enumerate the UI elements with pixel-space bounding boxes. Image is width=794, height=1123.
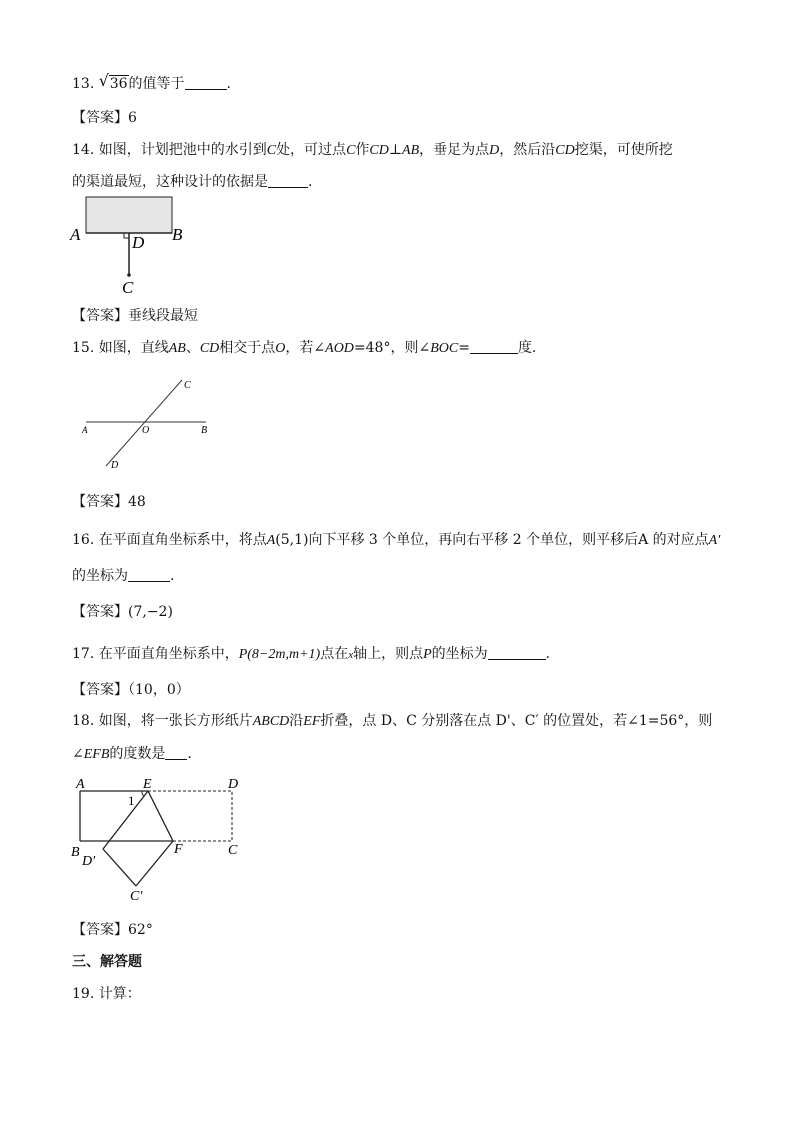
question-number: 19.	[72, 986, 95, 1002]
figure-14	[68, 192, 198, 302]
question-text: 处，可过点	[276, 142, 347, 158]
math-var: A′	[708, 533, 721, 548]
label-e: E	[143, 777, 152, 792]
question-number: 13.	[72, 76, 95, 92]
question-text: 计算：	[98, 986, 141, 1002]
answer-value: 48	[128, 494, 146, 510]
question-text: ，垂足为点	[419, 142, 490, 158]
answer-14	[72, 306, 198, 326]
answer-tag: 【答案】	[72, 682, 128, 698]
math-var: BOC	[430, 341, 459, 356]
answer-blank	[268, 173, 308, 188]
answer-value: （10，0）	[128, 682, 190, 698]
question-text: ∠	[72, 746, 84, 762]
question-number: 15.	[72, 340, 95, 356]
math-var: AB	[168, 341, 186, 356]
math-var: EFB	[83, 747, 110, 762]
question-text: 折叠，点 D、C 分别落在点 D'、C′ 的位置处，若∠1=56°，则	[320, 713, 713, 729]
question-number: 16.	[72, 532, 95, 548]
math-var: CD	[555, 143, 575, 158]
math-var: ABCD	[252, 714, 290, 729]
question-text: 如图，直线	[98, 340, 169, 356]
math-var: x	[348, 649, 354, 661]
math-var: C	[346, 143, 356, 158]
question-text: 、	[185, 340, 200, 356]
fold-line-ef	[148, 791, 173, 841]
question-text: ，然后沿	[499, 142, 556, 158]
answer-tag: 【答案】	[72, 922, 128, 938]
question-text: 在平面直角坐标系中，将点	[98, 532, 267, 548]
label-o: O	[142, 425, 150, 436]
math-var: CD	[199, 341, 220, 356]
math-expression: P(8−2m,m+1)	[238, 647, 321, 662]
label-b: B	[71, 845, 80, 860]
label-a: A	[82, 425, 88, 435]
question-19	[72, 984, 141, 1004]
answer-17	[72, 680, 190, 700]
question-number: 14.	[72, 142, 95, 158]
question-text: 的值等于	[128, 76, 185, 92]
math-var: C	[266, 143, 277, 158]
question-text: 轴上，则点	[353, 646, 424, 662]
question-end: .	[308, 174, 313, 190]
math-symbol: ⊥	[388, 142, 403, 158]
answer-15	[72, 492, 146, 512]
answer-value: 垂线段最短	[128, 308, 198, 324]
figure-15	[78, 376, 213, 472]
section-title: 三、解答题	[72, 954, 142, 970]
math-var: D	[489, 143, 500, 158]
question-14-line-2	[72, 172, 312, 192]
label-d: D	[132, 233, 145, 252]
question-16-line-1	[72, 530, 720, 551]
question-text: =48°，则∠	[353, 340, 431, 356]
math-var: CD	[369, 143, 389, 158]
answer-13	[72, 108, 137, 128]
question-text: ，若∠	[285, 340, 326, 356]
answer-tag: 【答案】	[72, 110, 128, 126]
question-end: .	[545, 646, 551, 662]
question-15	[72, 338, 536, 359]
answer-value: 6	[128, 110, 137, 126]
label-c-prime: C′	[130, 889, 143, 904]
label-d: D	[111, 460, 119, 471]
point-c-dot	[127, 273, 131, 277]
question-text: 沿	[289, 713, 304, 729]
question-18-line-1	[72, 711, 712, 732]
label-a: A	[70, 225, 81, 244]
radicand: 36	[109, 76, 128, 92]
question-18-line-2	[72, 744, 192, 765]
answer-tag: 【答案】	[72, 494, 128, 510]
question-end: .	[226, 76, 231, 92]
question-14-line-1	[72, 140, 673, 161]
sqrt-expression: √ 36	[98, 71, 128, 92]
answer-value: (7,−2)	[128, 604, 173, 620]
question-text: 向下平移 3 个单位，再向右平移 2 个单位，则平移后A 的对应点	[308, 532, 709, 548]
answer-blank	[185, 75, 227, 90]
question-text: 在平面直角坐标系中，	[98, 646, 239, 662]
line-cd	[106, 380, 182, 466]
pool-rect	[86, 197, 172, 233]
math-var: O	[275, 341, 286, 356]
question-number: 17.	[72, 646, 95, 662]
math-var: AOD	[325, 341, 354, 356]
answer-tag: 【答案】	[72, 308, 128, 324]
question-text: 的度数是	[109, 746, 166, 762]
answer-16	[72, 602, 173, 622]
label-angle-1: 1	[128, 793, 135, 808]
question-16-line-2	[72, 566, 174, 586]
question-text: =	[458, 340, 470, 356]
answer-blank	[165, 745, 187, 760]
question-end: .	[170, 568, 175, 584]
math-var: A	[266, 533, 276, 548]
question-17	[72, 644, 550, 665]
question-end: .	[187, 746, 192, 762]
question-text: 如图，将一张长方形纸片	[98, 713, 253, 729]
label-a: A	[76, 777, 85, 792]
question-text: 的渠道最短，这种设计的依据是	[72, 174, 268, 190]
question-text: 点在	[320, 646, 349, 662]
edge-d1c1	[103, 849, 136, 886]
math-var: P	[423, 647, 432, 662]
question-text: 挖渠，可使所挖	[574, 142, 673, 158]
question-13	[72, 71, 231, 94]
label-c: C	[228, 843, 238, 858]
math-coords: (5,1)	[275, 532, 309, 548]
answer-tag: 【答案】	[72, 604, 128, 620]
edge-ed1	[103, 791, 148, 849]
label-d: D	[228, 777, 239, 792]
label-b: B	[201, 425, 208, 436]
label-f: F	[174, 842, 183, 857]
question-text: 相交于点	[219, 340, 276, 356]
math-var: EF	[303, 714, 321, 729]
question-unit: 度.	[517, 340, 537, 356]
answer-blank	[128, 567, 170, 582]
answer-blank	[470, 339, 518, 354]
answer-value: 62°	[128, 922, 153, 938]
question-text: 的坐标为	[431, 646, 488, 662]
edge-c1f	[136, 841, 173, 886]
label-d-prime: D′	[82, 854, 96, 869]
question-number: 18.	[72, 713, 95, 729]
math-var: AB	[402, 143, 420, 158]
question-text: 如图，计划把池中的水引到	[98, 142, 267, 158]
answer-blank	[488, 645, 546, 660]
label-c: C	[122, 278, 134, 297]
label-b: B	[172, 225, 183, 244]
figure-18	[66, 772, 246, 904]
question-text: 的坐标为	[72, 568, 128, 584]
answer-18	[72, 920, 153, 940]
question-text: 作	[355, 142, 370, 158]
label-c: C	[184, 380, 191, 391]
